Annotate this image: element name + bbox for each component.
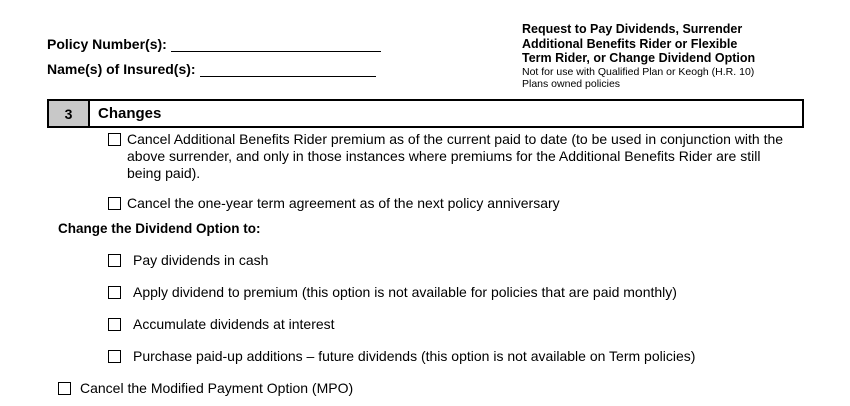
apply-premium-label: Apply dividend to premium (this option is not available for policies that are paid monthly) [133, 284, 677, 300]
form-title-line-3: Term Rider, or Change Dividend Option [522, 51, 756, 65]
dividend-option-row [108, 284, 677, 301]
cancel-abr-label: Cancel Additional Benefits Rider premium as of the current paid to date (to be used in conjunction with the above surrender, and only in those instances where premiums for the Additional Benefits Rider are still being paid). [127, 131, 784, 181]
cancel-abr-row [108, 131, 788, 182]
names-insured-field [47, 61, 376, 77]
cancel-term-label: Cancel the one-year term agreement as of the next policy anniversary [127, 195, 560, 211]
names-insured-input[interactable] [200, 62, 376, 77]
cancel-mpo-checkbox[interactable] [58, 382, 71, 395]
section-title: Changes [98, 105, 162, 122]
pay-cash-checkbox[interactable] [108, 254, 121, 267]
form-note: Not for use with Qualified Plan or Keogh (H.R. 10) Plans owned policies [522, 65, 755, 90]
policy-numbers-field [47, 36, 381, 52]
cancel-term-checkbox[interactable] [108, 197, 121, 210]
pay-cash-label: Pay dividends in cash [133, 252, 269, 268]
form-title [522, 22, 772, 91]
form-title-line-2: Additional Benefits Rider or Flexible [522, 36, 738, 51]
section-number: 3 [49, 101, 90, 126]
form-title-line-1: Request to Pay Dividends, Surrender [522, 22, 743, 36]
policy-numbers-input[interactable] [171, 37, 381, 52]
paid-up-additions-label: Purchase paid-up additions – future dividends (this option is not available on Term policies) [133, 348, 696, 364]
paid-up-additions-checkbox[interactable] [108, 350, 121, 363]
names-insured-label: Name(s) of Insured(s): [47, 61, 196, 77]
policy-numbers-label: Policy Number(s): [47, 36, 167, 52]
dividend-option-row [108, 348, 695, 365]
apply-premium-checkbox[interactable] [108, 286, 121, 299]
section-header [47, 99, 804, 128]
accumulate-interest-label: Accumulate dividends at interest [133, 316, 335, 332]
cancel-mpo-row [58, 380, 353, 397]
cancel-term-row [108, 195, 560, 212]
dividend-option-row [108, 316, 335, 333]
dividend-option-heading: Change the Dividend Option to: [58, 221, 261, 236]
cancel-mpo-label: Cancel the Modified Payment Option (MPO) [80, 380, 354, 396]
cancel-abr-checkbox[interactable] [108, 133, 121, 146]
dividend-option-row [108, 252, 268, 269]
accumulate-interest-checkbox[interactable] [108, 318, 121, 331]
